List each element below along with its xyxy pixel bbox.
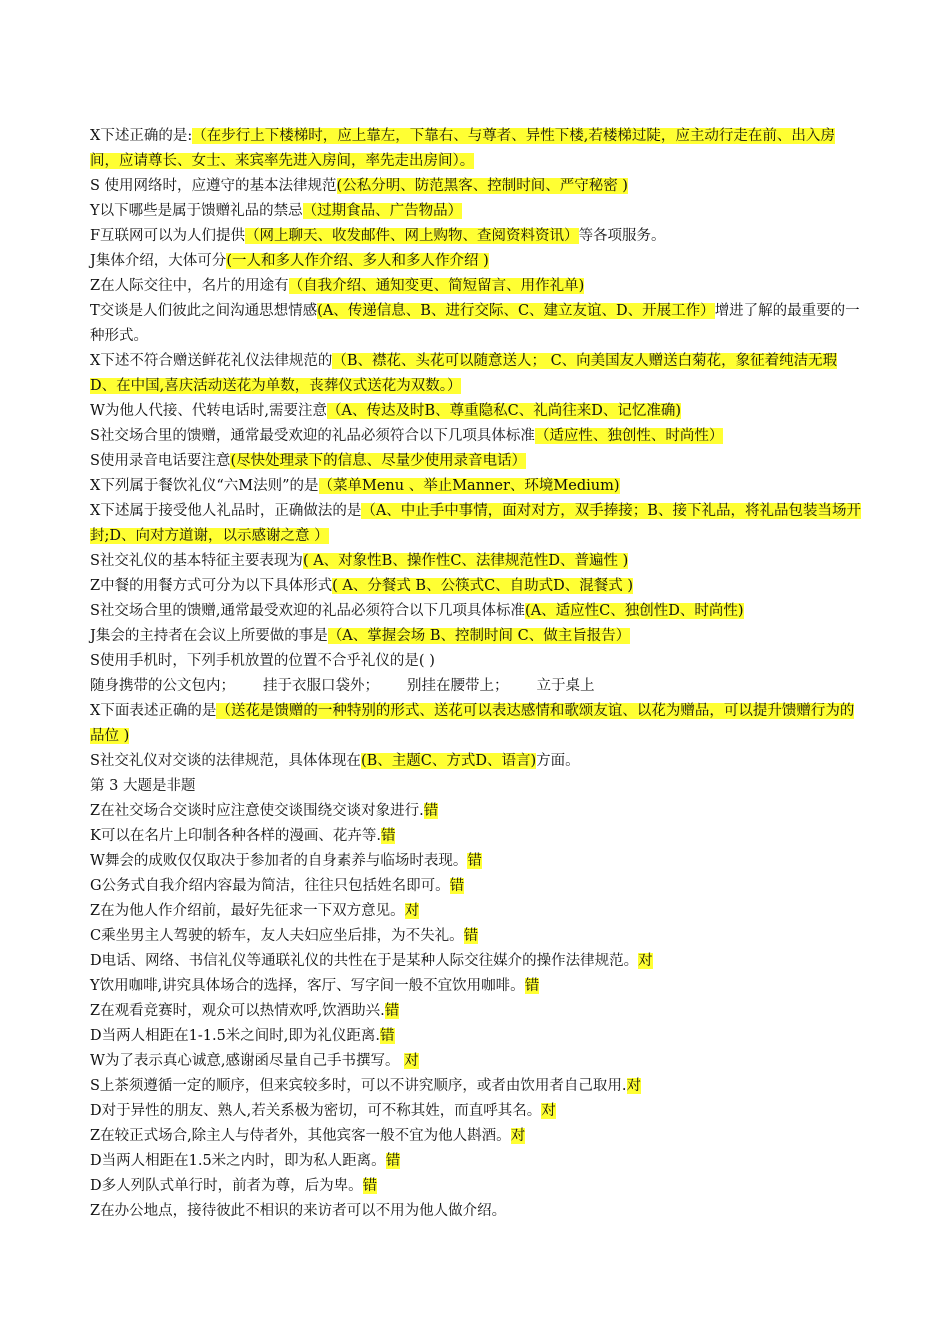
judgment-line — [90, 1049, 862, 1074]
question-suffix: 增进了解的最重要的一种形式。 — [90, 303, 860, 344]
question-line — [90, 424, 862, 449]
question-line — [90, 274, 862, 299]
highlighted-answer: （网上聊天、收发邮件、网上购物、查阅资料资讯） — [245, 228, 579, 244]
judgment-line — [90, 1024, 862, 1049]
highlighted-answer: 错 — [380, 1028, 395, 1044]
highlighted-answer: (A、适应性C、独创性D、时尚性) — [525, 603, 744, 619]
question-text: S上茶须遵循一定的顺序，但来宾较多时，可以不讲究顺序，或者由饮用者自己取用. — [90, 1078, 627, 1094]
question-line — [90, 624, 862, 649]
judgment-line — [90, 1149, 862, 1174]
question-text: Y饮用咖啡,讲究具体场合的选择，客厅、写字间一般不宜饮用咖啡。 — [90, 978, 525, 994]
question-text: X下述正确的是: — [90, 128, 193, 144]
highlighted-answer: 错 — [380, 828, 396, 844]
question-line — [90, 449, 862, 474]
highlighted-answer: 对 — [638, 953, 653, 969]
judgment-line — [90, 874, 862, 899]
judgment-line — [90, 949, 862, 974]
phone-option: 随身携带的公文包内； — [90, 678, 235, 694]
highlighted-answer: 对 — [541, 1103, 556, 1119]
question-line — [90, 124, 862, 174]
highlighted-answer: 错 — [385, 1153, 401, 1169]
question-text: Z在较正式场合,除主人与侍者外，其他宾客一般不宜为他人斟酒。 — [90, 1128, 511, 1144]
highlighted-answer: （过期食品、广告物品） — [302, 203, 463, 219]
question-line — [90, 749, 862, 774]
question-text: W舞会的成败仅仅取决于参加者的自身素养与临场时表现。 — [90, 853, 468, 869]
highlighted-answer: ( A、分餐式 B、公筷式C、自助式D、混餐式 ) — [332, 578, 634, 594]
highlighted-answer: (A、传递信息、B、进行交际、C、建立友谊、D、开展工作） — [317, 303, 715, 319]
judgment-line — [90, 1124, 862, 1149]
highlighted-answer: （A、中止手中事情，面对对方，双手捧接；B、接下礼品，将礼品包装当场开封;D、向对方道谢，以示感谢之意 ） — [90, 503, 861, 544]
question-line — [90, 699, 862, 749]
question-line — [90, 649, 862, 674]
question-text: S 使用网络时，应遵守的基本法律规范 — [90, 178, 337, 194]
highlighted-answer: 错 — [467, 853, 482, 869]
question-text: D当两人相距在1.5米之内时，即为私人距离。 — [90, 1153, 386, 1169]
question-line — [90, 249, 862, 274]
judgment-line — [90, 924, 862, 949]
question-text: G公务式自我介绍内容最为简洁，往往只包括姓名即可。 — [90, 878, 450, 894]
judgment-line — [90, 999, 862, 1024]
question-text: C乘坐男主人驾驶的轿车，友人夫妇应坐后排，为不失礼。 — [90, 928, 464, 944]
judgment-line — [90, 1199, 862, 1224]
judgment-line — [90, 974, 862, 999]
highlighted-answer: 错 — [384, 1003, 400, 1019]
multiple-choice-section — [90, 124, 862, 674]
judgment-line — [90, 824, 862, 849]
question-text: S社交礼仪的基本特征主要表现为 — [90, 553, 303, 569]
highlighted-answer: 错 — [423, 803, 439, 819]
highlighted-answer: （适应性、独创性、时尚性） — [534, 428, 724, 444]
question-suffix: 等各项服务。 — [578, 228, 666, 244]
highlighted-answer: 错 — [463, 928, 479, 944]
judgment-line — [90, 1099, 862, 1124]
document-page — [90, 124, 862, 1224]
question-text: F互联网可以为人们提供 — [90, 228, 246, 244]
question-text: S使用录音电话要注意 — [90, 453, 231, 469]
highlighted-answer: (一人和多人作介绍、多人和多人作介绍 ) — [226, 253, 489, 269]
highlighted-answer: （自我介绍、通知变更、简短留言、用作礼单) — [288, 278, 585, 294]
question-text: Z中餐的用餐方式可分为以下具体形式 — [90, 578, 333, 594]
question-line — [90, 574, 862, 599]
question-text: X下面表述正确的是 — [90, 703, 217, 719]
question-text: S社交场合里的馈赠,通常最受欢迎的礼品必须符合以下几项具体标准 — [90, 603, 526, 619]
question-text: K可以在名片上印制各种各样的漫画、花卉等. — [90, 828, 381, 844]
judgment-line — [90, 899, 862, 924]
highlighted-answer: ( A、对象性B、操作性C、法律规范性D、普遍性 ) — [302, 553, 629, 569]
section-heading: 第 3 大题是非题 — [90, 778, 196, 794]
question-line — [90, 474, 862, 499]
judgment-line — [90, 799, 862, 824]
question-text: Z在人际交往中，名片的用途有 — [90, 278, 289, 294]
highlighted-answer: 错 — [362, 1178, 378, 1194]
phone-option: 挂于衣服口袋外； — [263, 678, 379, 694]
highlighted-answer: （菜单Menu 、举止Manner、环境Medium) — [318, 478, 620, 494]
highlighted-answer: （A、掌握会场 B、控制时间 C、做主旨报告） — [327, 628, 631, 644]
question-text: D多人列队式单行时，前者为尊，后为卑。 — [90, 1178, 363, 1194]
judgment-line — [90, 849, 862, 874]
question-text: J集会的主持者在会议上所要做的事是 — [90, 628, 328, 644]
multiple-choice-tail — [90, 699, 862, 774]
question-line — [90, 599, 862, 624]
highlighted-answer: 对 — [510, 1128, 526, 1144]
question-line — [90, 299, 862, 349]
question-text: X下述不符合赠送鲜花礼仪法律规范的 — [90, 353, 333, 369]
question-text: S社交礼仪对交谈的法律规范，具体体现在 — [90, 753, 361, 769]
highlighted-answer: 错 — [524, 978, 540, 994]
highlighted-answer: (公私分明、防范黑客、控制时间、严守秘密 ) — [336, 178, 628, 194]
highlighted-answer: 对 — [404, 1053, 419, 1069]
phone-option: 立于桌上 — [536, 678, 595, 694]
question-line — [90, 199, 862, 224]
highlighted-answer: 错 — [449, 878, 465, 894]
question-text: Z在为他人作介绍前，最好先征求一下双方意见。 — [90, 903, 405, 919]
phone-option: 别挂在腰带上； — [407, 678, 509, 694]
highlighted-answer: 对 — [626, 1078, 642, 1094]
question-line — [90, 174, 862, 199]
question-line — [90, 549, 862, 574]
question-text: D当两人相距在1-1.5米之间时,即为礼仪距离. — [90, 1028, 381, 1044]
judgment-line — [90, 1174, 862, 1199]
question-text: X下列属于餐饮礼仪“六M法则”的是 — [90, 478, 319, 494]
question-text: T交谈是人们彼此之间沟通思想情感 — [90, 303, 318, 319]
highlighted-answer: （送花是馈赠的一种特别的形式、送花可以表达感情和歌颂友谊、以花为赠品，可以提升馈赠行为的品位 ) — [90, 703, 855, 744]
question-text: D对于异性的朋友、熟人,若关系极为密切，可不称其姓，而直呼其名。 — [90, 1103, 542, 1119]
question-text: D电话、网络、书信礼仪等通联礼仪的共性在于是某种人际交往媒介的操作法律规范。 — [90, 953, 639, 969]
highlighted-answer: 对 — [404, 903, 420, 919]
true-false-section — [90, 799, 862, 1224]
question-line — [90, 349, 862, 399]
highlighted-answer: （在步行上下楼梯时，应上靠左，下靠右、与尊者、异性下楼,若楼梯过陡，应主动行走在前、出入房间，应请尊长、女士、来宾率先进入房间，率先走出房间）。 — [90, 128, 835, 169]
question-suffix: 方面。 — [536, 753, 580, 769]
question-line — [90, 224, 862, 249]
highlighted-answer: （B、襟花、头花可以随意送人； C、向美国友人赠送白菊花，象征着纯洁无瑕D、在中国,喜庆活动送花为单数，丧葬仪式送花为双数。） — [90, 353, 838, 394]
question-text: J集体介绍，大体可分 — [90, 253, 227, 269]
question-text: W为他人代接、代转电话时,需要注意 — [90, 403, 328, 419]
question-text: Z在观看竞赛时，观众可以热情欢呼,饮酒助兴. — [90, 1003, 385, 1019]
question-text: X下述属于接受他人礼品时，正确做法的是 — [90, 503, 362, 519]
highlighted-answer: （A、传达及时B、尊重隐私C、礼尚往来D、记忆准确) — [327, 403, 682, 419]
question-text: Y以下哪些是属于馈赠礼品的禁忌 — [90, 203, 303, 219]
question-text: Z在办公地点，接待彼此不相识的来访者可以不用为他人做介绍。 — [90, 1203, 507, 1219]
phone-options-line — [90, 674, 862, 699]
question-line — [90, 399, 862, 424]
highlighted-answer: (尽快处理录下的信息、尽量少使用录音电话） — [230, 453, 527, 469]
question-text: S社交场合里的馈赠，通常最受欢迎的礼品必须符合以下几项具体标准 — [90, 428, 535, 444]
question-line — [90, 499, 862, 549]
question-text: Z在社交场合交谈时应注意使交谈围绕交谈对象进行. — [90, 803, 424, 819]
question-text: W为了表示真心诚意,感谢函尽量自己手书撰写。 — [90, 1053, 405, 1069]
judgment-line — [90, 1074, 862, 1099]
highlighted-answer: (B、主题C、方式D、语言) — [360, 753, 537, 769]
question-text: S使用手机时，下列手机放置的位置不合乎礼仪的是( ) — [90, 653, 435, 669]
